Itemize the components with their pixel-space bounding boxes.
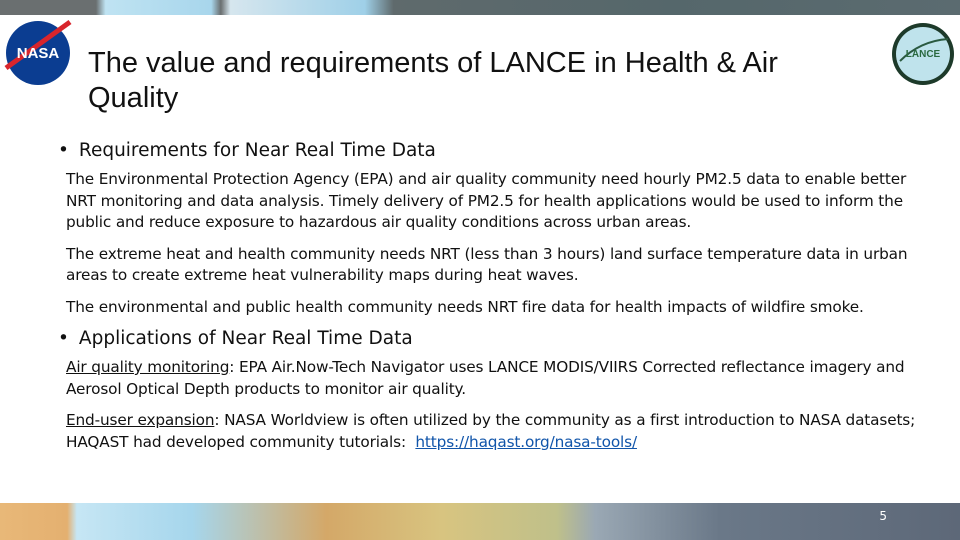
section-heading: • Requirements for Near Real Time Data (58, 140, 436, 161)
paragraph: The extreme heat and health community needs NRT (less than 3 hours) land surface temperature data in urban areas to create extreme heat vulnerability maps during heat waves. (66, 244, 908, 284)
bottom-banner (0, 503, 960, 540)
slide-body (58, 140, 936, 463)
heading-text: Requirements for Near Real Time Data (78, 140, 436, 161)
paragraph: The Environmental Protection Agency (EPA) and air quality community need hourly PM2.5 data to enable better NRT monitoring and data analysis. Timely delivery of PM2.5 for health applications would be used to inform the public and reduce exposure to hazardous air quality conditions across urban areas. (66, 170, 907, 231)
item-text: : EPA Air.Now-Tech Navigator uses LANCE MODIS/VIIRS Corrected reflectance imagery and Aerosol Optical Depth products to monitor air quality. (66, 358, 905, 398)
paragraph: The environmental and public health community needs NRT fire data for health impacts of wildfire smoke. (66, 297, 864, 316)
item-text: : NASA Worldview is often utilized by the community as a first introduction to NASA datasets; HAQAST had developed community tutorials: (66, 411, 920, 451)
haqast-link[interactable]: https://haqast.org/nasa-tools/ (415, 432, 637, 451)
paragraph (66, 410, 936, 453)
lance-logo (890, 21, 956, 87)
top-banner (0, 0, 960, 15)
page-number: 5 (879, 509, 887, 523)
paragraph (66, 357, 936, 400)
svg-text:LANCE: LANCE (905, 49, 941, 60)
item-label: End-user expansion (66, 411, 215, 429)
svg-text:NASA: NASA (16, 45, 60, 62)
slide-title: The value and requirements of LANCE in Health & Air Quality (88, 47, 778, 114)
nasa-logo (4, 18, 72, 88)
heading-text: Applications of Near Real Time Data (78, 328, 413, 349)
item-label: Air quality monitoring (66, 358, 230, 376)
section-heading: • Applications of Near Real Time Data (58, 328, 413, 349)
